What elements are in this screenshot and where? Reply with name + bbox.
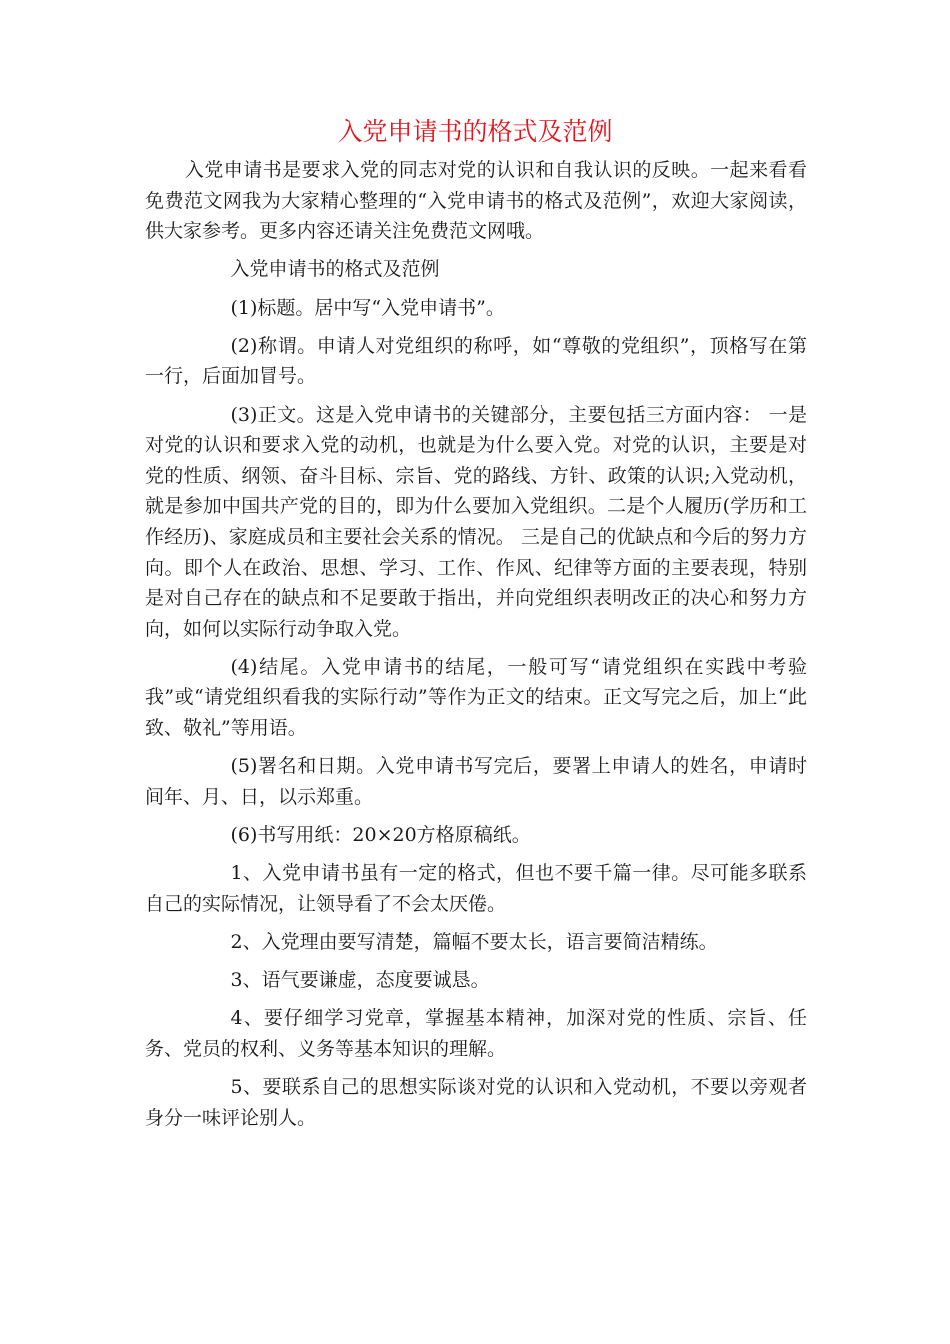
format-item-paper: (6)书写用纸：20×20方格原稿纸。 <box>230 824 531 847</box>
format-item-salutation: (2)称谓。申请人对党组织的称呼，如“尊敬的党组织”，顶格写在第一行，后面加冒号。 <box>145 334 807 388</box>
format-item-signature: (5)署名和日期。入党申请书写完后，要署上申请人的姓名，申请时间年、月、日，以示郑重。 <box>145 755 807 808</box>
format-item-body: (3)正文。这是入党申请书的关键部分，主要包括三方面内容： 一是对党的认识和要求入党的动机，也就是为什么要入党。对党的认识，主要是对党的性质、纲领、奋斗目标、宗旨、党的路线、方针、政策的认识;入党动机，就是参加中国共产党的目的，即为什么要加入党组织。二是个人履历(学历和工作经历)、家庭成员和主要社会关系的情况。 三是自己的优缺点和今后的努力方向。即个人在政治、思想、学习、工作、作风、纪律等方面的主要表现，特别是对自己存在的缺点和不足要敢于指出，并向党组织表明改正的决心和努力方向，如何以实际行动争取入党。 <box>145 403 807 640</box>
format-item-title: (1)标题。居中写“入党申请书”。 <box>230 296 505 319</box>
section-heading: 入党申请书的格式及范例 <box>230 258 440 281</box>
tip-item-2: 2、入党理由要写清楚，篇幅不要太长，语言要简洁精练。 <box>230 931 718 953</box>
tip-item-5: 5、要联系自己的思想实际谈对党的认识和入党动机，不要以旁观者身分一味评论别人。 <box>145 1076 807 1129</box>
tip-item-4: 4、要仔细学习党章，掌握基本精神，加深对党的性质、宗旨、任务、党员的权利、义务等基本知识的理解。 <box>145 1007 807 1060</box>
document-body <box>145 155 807 1141</box>
document-title: 入党申请书的格式及范例 <box>337 117 613 146</box>
tip-item-3: 3、语气要谦虚，态度要诚恳。 <box>230 969 490 992</box>
format-item-closing: (4)结尾。入党申请书的结尾，一般可写“请党组织在实践中考验我”或“请党组织看我的实际行动”等作为正文的结束。正文写完之后，加上“此致、敬礼”等用语。 <box>145 655 807 740</box>
intro-paragraph: 入党申请书是要求入党的同志对党的认识和自我认识的反映。一起来看看免费范文网我为大家精心整理的“入党申请书的格式及范例”，欢迎大家阅读，供大家参考。更多内容还请关注免费范文网哦。 <box>145 159 807 243</box>
tip-item-1: 1、入党申请书虽有一定的格式，但也不要千篇一律。尽可能多联系自己的实际情况，让领导看了不会太厌倦。 <box>145 862 807 915</box>
